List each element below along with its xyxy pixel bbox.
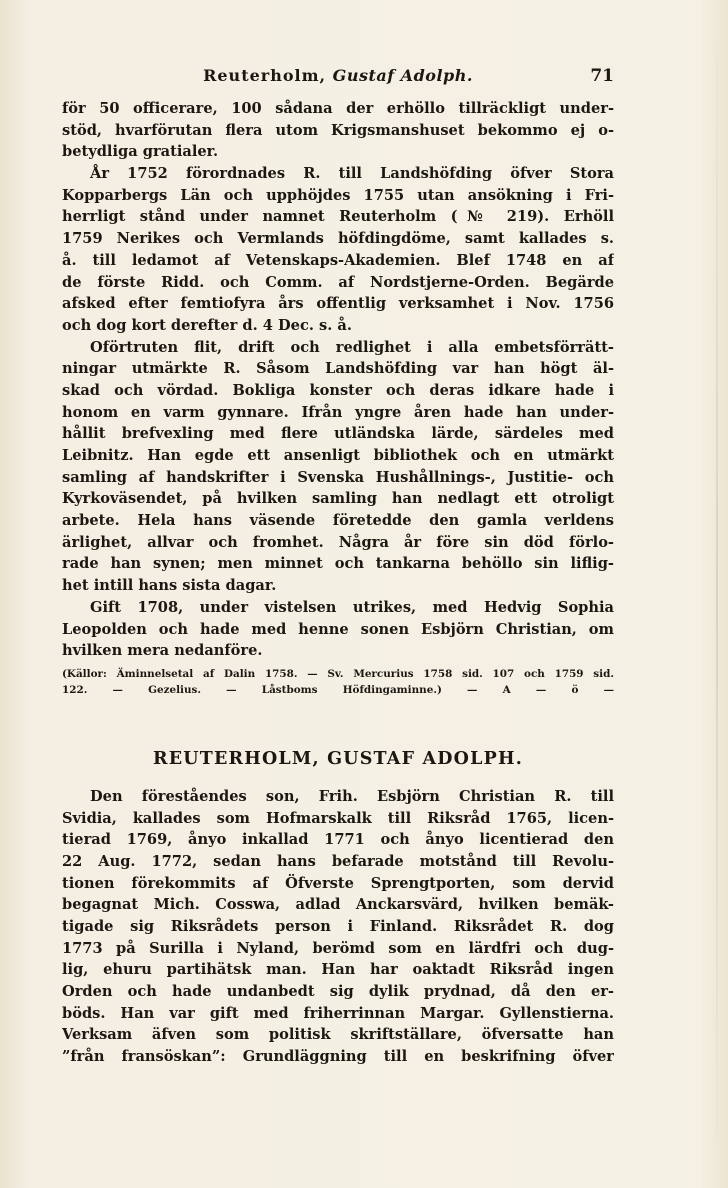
text-line: Den föreståendes son, Frih. Esbjörn Christian R. till <box>90 787 614 805</box>
section-body <box>62 786 614 1068</box>
text-line: Gift 1708, under vistelsen utrikes, med Hedvig Sophia <box>90 598 614 616</box>
text-line: ärlighet, allvar och fromhet. Några år före sin död förlo- <box>62 533 614 551</box>
running-head-subject: Gustaf Adolph. <box>332 66 473 85</box>
text-line: Orden och hade undanbedt sig dylik prydnad, då den er- <box>62 983 614 1001</box>
entry-body <box>62 98 614 662</box>
text-line: tigade sig Riksrådets person i Finland. Riksrådet R. dog <box>62 918 614 935</box>
text-line: Kopparbergs Län och upphöjdes 1755 utan ansökning i Fri- <box>62 186 614 204</box>
running-head <box>62 66 614 85</box>
page-text <box>62 98 614 1068</box>
text-line: 1773 på Surilla i Nyland, berömd som en lärdfri och dug- <box>62 939 614 957</box>
text-line: År 1752 förordnades R. till Landshöfding öfver Stora <box>90 165 614 183</box>
text-line: rade han synen; men minnet och tankarna behöllo sin liflig- <box>62 555 614 573</box>
text-line: ningar utmärkte R. Såsom Landshöfding var han högt äl- <box>62 360 614 378</box>
text-line: arbete. Hela hans väsende företedde den gamla verldens <box>62 512 614 530</box>
text-line: afsked efter femtiofyra års offentlig verksamhet i Nov. 1756 <box>62 295 614 313</box>
section-heading: REUTERHOLM, GUSTAF ADOLPH. <box>153 748 523 769</box>
running-head-name: Reuterholm, <box>203 66 327 85</box>
note-line: 122. — Gezelius. — Låstboms Höfdingaminne.) — A — ö — <box>62 683 614 696</box>
text-line: stöd, hvarförutan flera utom Krigsmanshuset bekommo ej o- <box>62 121 614 139</box>
sources-note <box>62 666 614 698</box>
text-line: Oförtruten flit, drift och redlighet i alla embetsförrätt- <box>90 338 614 356</box>
text-line: hvilken mera nedanföre. <box>62 642 263 660</box>
page-header <box>62 66 614 90</box>
text-line: 1759 Nerikes och Vermlands höfdingdöme, samt kallades s. <box>62 230 614 248</box>
text-line: Kyrkoväsendet, på hvilken samling han nedlagt ett otroligt <box>62 490 614 508</box>
text-line: lig, ehuru partihätsk man. Han har oaktadt Riksråd ingen <box>62 961 614 979</box>
text-line: het intill hans sista dagar. <box>62 577 277 595</box>
text-line: ”från fransöskan”: Grundläggning till en beskrifning öfver <box>62 1048 614 1066</box>
text-line: de förste Ridd. och Comm. af Nordstjerne-Orden. Begärde <box>62 273 614 291</box>
text-line: samling af handskrifter i Svenska Hushållnings-, Justitie- och <box>62 468 614 486</box>
page-number: 71 <box>590 66 614 86</box>
note-line: (Källor: Äminnelsetal af Dalin 1758. — Sv. Mercurius 1758 sid. 107 och 1759 sid. <box>62 667 614 680</box>
page-edge-shadow <box>716 0 718 1188</box>
text-line: Verksam äfven som politisk skriftställare, öfversatte han <box>62 1026 614 1044</box>
text-line: hållit brefvexling med flere utländska lärde, särdeles med <box>62 425 614 443</box>
text-line: tionen förekommits af Öfverste Sprengtporten, som dervid <box>62 874 614 892</box>
text-line: Leibnitz. Han egde ett ansenligt bibliothek och en utmärkt <box>62 447 614 464</box>
text-line: 22 Aug. 1772, sedan hans befarade motstånd till Revolu- <box>62 852 614 870</box>
text-line: Svidia, kallades som Hofmarskalk till Riksråd 1765, licen- <box>62 809 614 827</box>
text-line: böds. Han var gift med friherrinnan Margar. Gyllenstierna. <box>62 1004 614 1022</box>
text-line: för 50 officerare, 100 sådana der erhöllo tillräckligt under- <box>62 100 614 117</box>
text-line: tierad 1769, ånyo inkallad 1771 och ånyo licentierad den <box>62 831 614 849</box>
text-line: herrligt stånd under namnet Reuterholm (№ 219). Erhöll <box>62 208 614 226</box>
text-line: Leopolden och hade med henne sonen Esbjörn Christian, om <box>62 620 614 638</box>
text-line: begagnat Mich. Cosswa, adlad Anckarsvärd, hvilken bemäk- <box>62 896 614 914</box>
text-line: betydliga gratialer. <box>62 143 219 161</box>
text-line: å. till ledamot af Vetenskaps-Akademien. Blef 1748 en af <box>62 251 614 269</box>
text-line: honom en varm gynnare. Ifrån yngre åren hade han under- <box>62 403 614 421</box>
text-line: skad och vördad. Bokliga konster och deras idkare hade i <box>62 381 614 399</box>
text-line: och dog kort derefter d. 4 Dec. s. å. <box>62 316 352 334</box>
